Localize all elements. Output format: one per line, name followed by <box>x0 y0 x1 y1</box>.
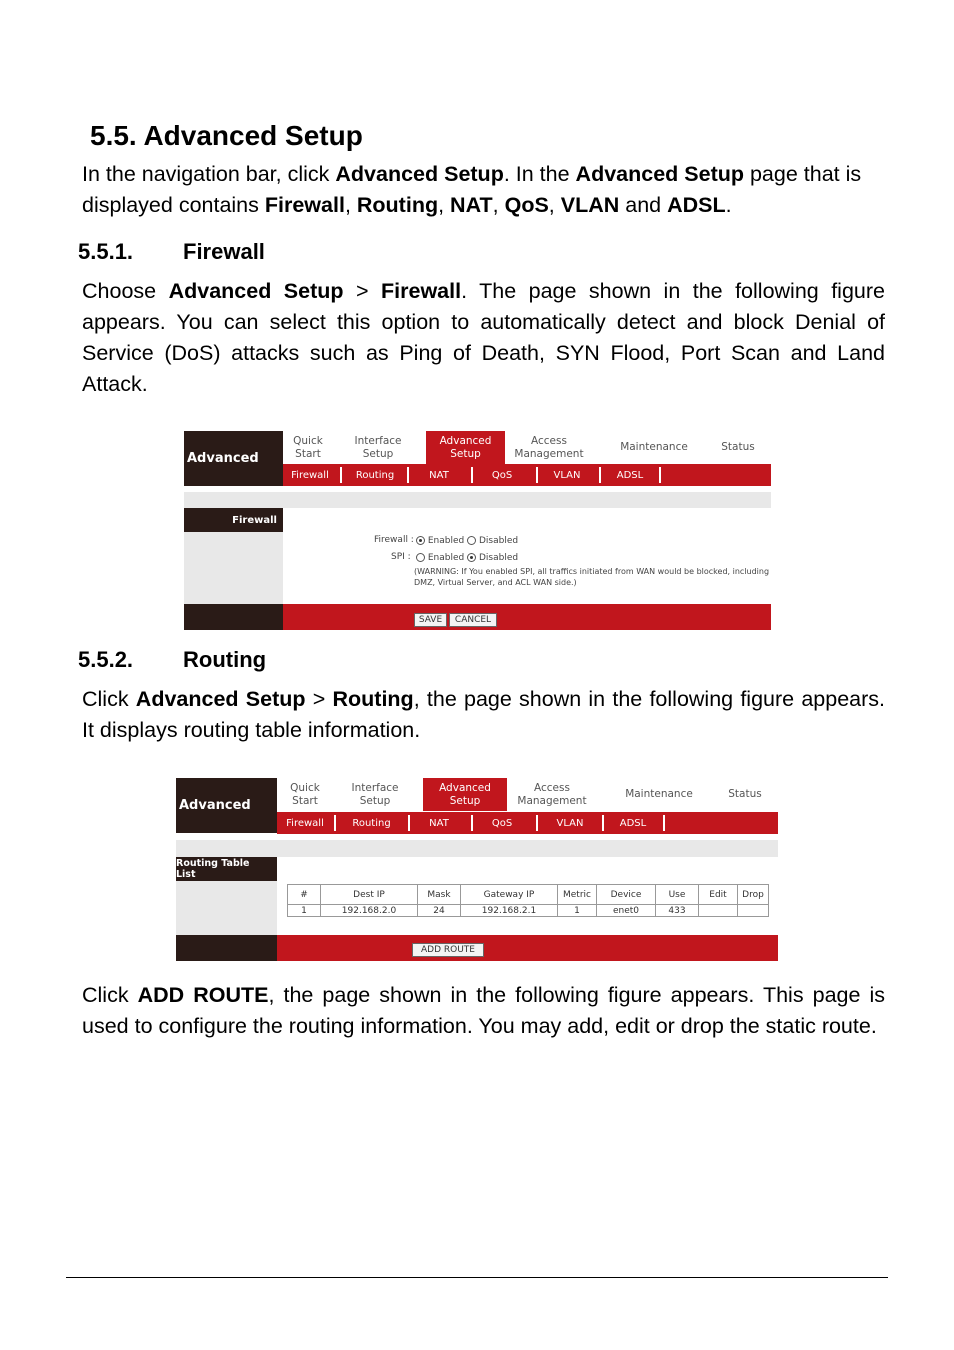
brand-panel: Advanced <box>176 778 277 833</box>
tab-interface-setup[interactable]: Interface Setup <box>354 434 402 460</box>
subtab-qos[interactable]: QoS <box>491 817 513 829</box>
routing-table-header <box>288 885 769 905</box>
col-edit: Edit <box>699 885 738 905</box>
col-device: Device <box>597 885 656 905</box>
firewall-section-title: Firewall <box>183 239 265 264</box>
side-panel <box>184 532 283 604</box>
subtab-firewall[interactable]: Firewall <box>286 817 324 829</box>
firewall-label: Firewall : <box>374 535 414 545</box>
subnav-separator <box>536 815 538 831</box>
firewall-disabled-radio[interactable] <box>467 536 476 545</box>
add-route-paragraph: Click ADD ROUTE, the page shown in the following figure appears. This page is used to configure the routing information. You may add, edit or drop the static route. <box>82 983 885 1038</box>
cancel-button[interactable]: CANCEL <box>449 613 497 627</box>
section-title: 5.5. Advanced Setup <box>90 120 363 151</box>
cell-metric: 1 <box>558 905 597 917</box>
firewall-radio-group <box>416 536 518 546</box>
tab-advanced-setup[interactable]: Advanced Setup <box>423 778 507 811</box>
col-dest-ip: Dest IP <box>321 885 418 905</box>
col-metric: Metric <box>558 885 597 905</box>
subnav-separator <box>340 467 342 483</box>
routing-figure <box>176 778 778 961</box>
cell-gateway-ip: 192.168.2.1 <box>461 905 558 917</box>
firewall-figure <box>184 431 771 630</box>
tab-access-management[interactable]: Access Management <box>514 434 584 460</box>
firewall-disabled-label: Disabled <box>479 536 519 546</box>
firewall-paragraph: Choose Advanced Setup > Firewall. The page shown in the following figure appears. You can select this option to automatically detect and block Denial of Service (DoS) attacks such as Ping of Death, SYN Flood, Port Scan and Land Attack. <box>82 279 885 396</box>
routing-side-title: Routing Table List <box>176 857 277 881</box>
spi-disabled-radio[interactable] <box>467 553 476 562</box>
side-panel <box>176 881 277 935</box>
subnav-separator <box>334 815 336 831</box>
cell-device: enet0 <box>597 905 656 917</box>
subtab-vlan[interactable]: VLAN <box>556 817 584 829</box>
subtab-nat[interactable]: NAT <box>429 817 449 829</box>
col-mask: Mask <box>418 885 461 905</box>
subnav-separator <box>408 815 410 831</box>
tab-maintenance[interactable]: Maintenance <box>620 441 688 453</box>
footer-rule <box>66 1277 888 1278</box>
col-drop: Drop <box>738 885 769 905</box>
subnav-separator <box>599 467 601 483</box>
footer-side <box>176 935 277 961</box>
cell-number: 1 <box>288 905 321 917</box>
col-number: # <box>288 885 321 905</box>
subtab-qos[interactable]: QoS <box>491 469 513 481</box>
subnav-separator <box>536 467 538 483</box>
brand-panel: Advanced <box>184 431 283 486</box>
footer-bar <box>283 604 771 630</box>
subnav-separator <box>471 815 473 831</box>
subnav-separator <box>471 467 473 483</box>
footer-side <box>184 604 283 630</box>
spi-enabled-radio[interactable] <box>416 553 425 562</box>
tab-quick-start[interactable]: Quick Start <box>290 781 320 807</box>
spi-warning: (WARNING: If You enabled SPI, all traffics initiated from WAN would be blocked, including DMZ, Virtual Server, and ACL WAN side.) <box>414 567 770 587</box>
routing-table <box>287 884 769 917</box>
subnav-separator <box>659 467 661 483</box>
gray-strip <box>176 840 778 857</box>
intro-paragraph: In the navigation bar, click Advanced Setup. In the Advanced Setup page that is displayed contains Firewall, Routing, NAT, QoS, VLAN and ADSL. <box>82 162 862 217</box>
tab-status[interactable]: Status <box>721 441 755 453</box>
routing-section-number: 5.5.2. <box>78 647 134 672</box>
footer-bar <box>277 935 778 961</box>
subtab-nat[interactable]: NAT <box>429 469 449 481</box>
tab-quick-start[interactable]: Quick Start <box>293 434 323 460</box>
spi-radio-group <box>416 553 518 563</box>
cell-drop[interactable] <box>738 905 769 917</box>
sub-navigation <box>283 464 771 486</box>
subnav-separator <box>407 467 409 483</box>
cell-mask: 24 <box>418 905 461 917</box>
cell-use: 433 <box>656 905 699 917</box>
routing-paragraph: Click Advanced Setup > Routing, the page shown in the following figure appears. It displays routing table information. <box>82 687 885 742</box>
add-route-button[interactable]: ADD ROUTE <box>412 943 484 957</box>
col-gateway-ip: Gateway IP <box>461 885 558 905</box>
routing-section-title: Routing <box>183 647 267 672</box>
subtab-adsl[interactable]: ADSL <box>619 817 647 829</box>
spi-enabled-label: Enabled <box>427 553 465 563</box>
firewall-enabled-label: Enabled <box>427 536 465 546</box>
sub-navigation <box>277 812 778 834</box>
subtab-routing[interactable]: Routing <box>355 469 395 481</box>
spi-disabled-label: Disabled <box>479 553 519 563</box>
col-use: Use <box>656 885 699 905</box>
subnav-separator <box>663 815 665 831</box>
subtab-routing[interactable]: Routing <box>352 817 391 829</box>
subtab-firewall[interactable]: Firewall <box>291 469 329 481</box>
firewall-side-title: Firewall <box>184 508 283 532</box>
save-button[interactable]: SAVE <box>414 613 447 627</box>
gray-strip <box>184 492 771 508</box>
table-row <box>288 905 769 917</box>
tab-interface-setup[interactable]: Interface Setup <box>351 781 399 807</box>
top-tabs <box>283 431 771 464</box>
subnav-separator <box>602 815 604 831</box>
tab-maintenance[interactable]: Maintenance <box>625 788 693 800</box>
firewall-enabled-radio[interactable] <box>416 536 425 545</box>
subtab-vlan[interactable]: VLAN <box>553 469 581 481</box>
tab-access-management[interactable]: Access Management <box>517 781 587 807</box>
top-tabs <box>277 778 778 811</box>
tab-advanced-setup[interactable]: Advanced Setup <box>426 431 505 464</box>
subtab-adsl[interactable]: ADSL <box>616 469 644 481</box>
firewall-section-number: 5.5.1. <box>78 239 134 264</box>
cell-edit[interactable] <box>699 905 738 917</box>
spi-label: SPI : <box>391 552 411 562</box>
tab-status[interactable]: Status <box>728 788 762 800</box>
cell-dest-ip: 192.168.2.0 <box>321 905 418 917</box>
